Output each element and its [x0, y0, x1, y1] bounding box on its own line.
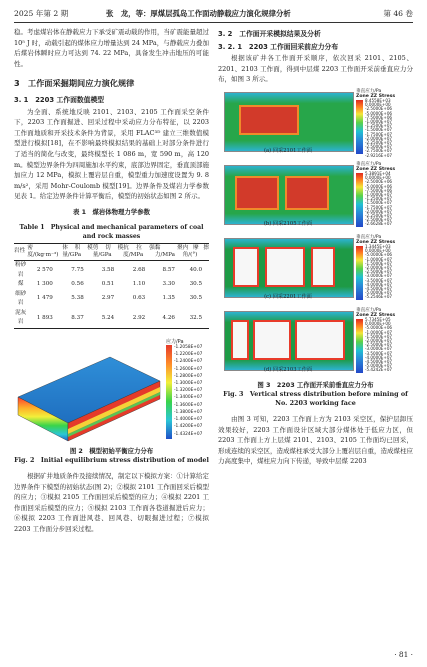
- legend-value: -1.0000E+07: [365, 329, 393, 335]
- legend-value: -2.5000E+07: [365, 269, 393, 275]
- table-row: [14, 290, 209, 309]
- legend-value: -1.2500E+07: [365, 196, 393, 202]
- legend-value: -5.4242E+07: [365, 367, 393, 373]
- legend-value: 5.7345E+05: [365, 316, 391, 322]
- legend-value: -1.3200E+07: [174, 388, 203, 394]
- goaf-region: [239, 105, 299, 135]
- table-row: [14, 280, 209, 290]
- legend-value: -2.0000E+07: [365, 337, 393, 343]
- legend-value: -3.5000E+07: [365, 350, 393, 356]
- table-cell: 5.38: [71, 295, 84, 302]
- table-cell: 8.37: [62, 309, 92, 329]
- goaf-region: [231, 320, 249, 360]
- panel-legend: [356, 162, 416, 228]
- legend-value: -5.0000E+06: [365, 325, 393, 331]
- panel-caption: (c) 回采2201工作面: [264, 293, 312, 300]
- legend-value: 8.4558E+03: [365, 97, 391, 103]
- table-cell: 7.75: [71, 266, 84, 273]
- right-column: [218, 27, 413, 467]
- legend-value: -5.0000E+06: [365, 183, 393, 189]
- goaf-region: [285, 176, 329, 210]
- table-header-row: [14, 243, 209, 260]
- table-cell: 细砂岩: [15, 290, 27, 307]
- legend-value: -5.2546E+07: [365, 294, 393, 300]
- legend-value: -2.7500E+07: [365, 148, 393, 154]
- legend-subtitle: Zone ZZ Stress: [356, 93, 396, 99]
- legend-value: -1.7500E+07: [365, 131, 393, 137]
- table-cell: 1.10: [132, 281, 146, 288]
- analysis-paragraph: 由图 3 可知，2203 工作面上方为 2103 采空区，保护层卸压效果较好，2203 工作面设计区域大部分煤体处于低应力区，但 2203 工作面上方上层煤 2101、2103、2105 工作面均已回采，形成连续的采空区，造成煤柱承受大部分上覆岩层自重，造成煤柱应力高度集中，煤柱应力向下传递，导致中层煤 2203: [218, 414, 413, 466]
- legend-color-bar: [356, 319, 363, 373]
- figure-2: [14, 337, 209, 447]
- legend-title: 垂直应力/Pa: [356, 234, 382, 240]
- legend-color-bar: [356, 173, 363, 227]
- legend-value: -2.2500E+07: [365, 213, 393, 218]
- table-cell: 40.0: [189, 266, 203, 273]
- table-cell: 0.51: [101, 281, 115, 288]
- panel-caption: (b) 回采2105工作面: [263, 220, 313, 227]
- page-number: · 81 ·: [394, 650, 413, 659]
- legend-value: 5.3891E+04: [365, 170, 391, 176]
- legend-value: -2.5000E+07: [365, 217, 393, 223]
- legend-value: -2.9216E+07: [365, 152, 393, 158]
- stress-contour-image: [224, 92, 354, 152]
- legend-value: -2.5000E+07: [365, 144, 393, 150]
- legend-value: -2.2500E+07: [365, 140, 393, 145]
- legend-subtitle: Zone ZZ Stress: [356, 166, 396, 172]
- legend-value: -5.0000E+06: [365, 252, 393, 258]
- legend-value: -4.5000E+07: [365, 286, 393, 291]
- table-row: [14, 260, 209, 280]
- table-cell: 1 893: [27, 309, 62, 329]
- left-column: [14, 27, 209, 535]
- goaf-region: [295, 320, 345, 360]
- figure-2-caption-cn: 图 2 模型初始平衡应力分布: [69, 447, 154, 456]
- figure-3: [218, 89, 413, 377]
- goaf-region: [265, 247, 305, 287]
- table-cell: 1 300: [36, 281, 53, 288]
- simulation-plan-paragraph: 根据矿井地质条件及接续情况，制定以下模拟方案：①计算给定边界条件下模型的初始状态(图 2)；②模拟 2101 工作面回采后模型的应力；③模拟 2105 工作面回采后模型的应力；④模拟 2201 工作面回采后模型的应力；⑤模拟 2103 工作面各巷道掘进后应力；⑥模拟 2203 工作面进风巷、回风巷、切眼掘进过程；⑦模拟 2203 工作面分步回采过程。: [14, 472, 209, 534]
- legend-value: -1.2058E+07: [174, 345, 203, 351]
- legend-value: 0.0000E+00: [365, 248, 391, 254]
- legend-value: -2.5000E+06: [365, 106, 393, 112]
- stress-contour-image: [224, 311, 354, 371]
- legend-value: -5.0000E+07: [365, 290, 393, 296]
- table-cell: 4.26: [155, 309, 183, 329]
- stress-panel: [218, 235, 413, 304]
- model-3d-image: [14, 337, 164, 445]
- authors-title: 张 龙，等：厚煤层孤岛工作面动静载应力演化规律分析: [106, 9, 291, 18]
- legend-value: 0.0000E+00: [365, 321, 391, 327]
- section-3-1-paragraph: 为全面、系统地反映 2101、2103、2105 工作面采空条件下，2203 工作面掘进、回采过程中采动应力分布特征，以 2203 工作面地质和开采技术条件为背景，采用 FLAC³ᴰ 建立三维数值模型进行模拟[18]，在不影响最终模拟结果的基础上对部分条件进行了适当的简化与改变，最终模型长 1 086 m，宽 590 m，高 120 m。模型边界条件为四周施加水平约束，底部边界固定，垂直顶部施加应力 12 MPa，模拟上覆岩层自重，模型重力加速度设置为 9. 8 m/s²，采用 Mohr-Coulomb 模型[19]。边界条件及煤岩力学参数见表 1。给定边界条件计算平衡后，模型的初始状态如图 2 所示。: [14, 107, 209, 201]
- table-1-title-en: Table 1 Physical and mechanical parameters of coal and rock masses: [19, 223, 204, 240]
- figure-2-caption-en: Fig. 2 Initial equilibrium stress distribution of model: [14, 456, 209, 465]
- legend-value: -2.5000E+07: [365, 342, 393, 348]
- table-cell: 0.63: [132, 295, 146, 302]
- legend-value: -2.5000E+06: [365, 179, 393, 185]
- legend-value: -4.5000E+07: [365, 359, 393, 364]
- section-3-1-heading: 3. 1 2203 工作面数值模型: [14, 95, 105, 104]
- panel-caption: (a) 回采2101工作面: [264, 147, 312, 154]
- legend-value: -1.4200E+07: [174, 424, 203, 430]
- table-cell: 1.35: [162, 295, 175, 302]
- legend-value: -1.4000E+07: [174, 417, 203, 423]
- legend-value: -1.2200E+07: [174, 352, 203, 358]
- legend-value: -2.0000E+07: [365, 264, 393, 270]
- legend-value: 0.0000E+00: [365, 102, 391, 108]
- parameters-table: [14, 243, 209, 329]
- legend-subtitle: Zone ZZ Stress: [356, 312, 396, 318]
- table-cell: 5.24: [93, 309, 123, 329]
- table-cell: 2.97: [101, 295, 115, 302]
- table-cell: 3.58: [101, 266, 115, 273]
- panel-caption: (d) 回采2103工作面: [263, 366, 313, 373]
- table-cell: 2 570: [36, 266, 53, 273]
- goaf-region: [253, 320, 291, 360]
- figure-3-caption-cn: 图 3 2203 工作面开采前垂直应力分布: [257, 380, 374, 389]
- goaf-region: [233, 247, 259, 287]
- legend-title: 垂直应力/Pa: [356, 307, 382, 313]
- table-cell: 1 479: [36, 295, 53, 302]
- legend-value: -7.5000E+06: [365, 114, 393, 120]
- panel-legend: [356, 308, 416, 374]
- legend-values: [365, 172, 392, 227]
- table-cell: 2.92: [123, 309, 155, 329]
- legend-value: -7.5000E+06: [365, 187, 393, 193]
- legend-color-bar: [356, 100, 363, 154]
- legend-value: -1.0000E+07: [365, 118, 393, 124]
- legend-value: -2.6628E+07: [365, 221, 393, 227]
- legend-value: -1.3800E+07: [174, 409, 203, 415]
- table-cell: 2.68: [132, 266, 146, 273]
- legend-value: -4.0000E+07: [365, 354, 393, 360]
- legend-value: -1.3400E+07: [174, 395, 203, 401]
- issue-label: 2025 年第 2 期: [14, 9, 69, 18]
- legend-value: -1.2800E+07: [174, 373, 203, 379]
- goaf-region: [311, 247, 335, 287]
- table-header-cell: 内摩擦角/(°): [183, 243, 209, 260]
- table-header-cell: 岩性: [14, 243, 27, 260]
- section-3-2-1-paragraph: 根据该矿井各工作面开采顺序，依次回采 2101、2105、2201、2103 工作面，得到中层煤 2203 工作面开采前垂直应力分布，如图 3 所示。: [218, 54, 413, 84]
- table-cell: 粉砂岩: [15, 261, 27, 278]
- legend-title: 垂直应力/Pa: [356, 88, 382, 94]
- stress-panel: [218, 308, 413, 377]
- table-cell: 32.5: [183, 309, 209, 329]
- table-1-title-cn: 表 1 煤岩体物理力学参数: [73, 207, 150, 216]
- legend-value: -5.0000E+07: [365, 363, 393, 369]
- legend-value: -1.7500E+07: [365, 204, 393, 210]
- stress-panel: [218, 89, 413, 158]
- stress-contour-image: [224, 165, 354, 225]
- running-header: [14, 8, 413, 22]
- legend-value: 0.0000E+00: [365, 175, 391, 181]
- legend-value: -1.3000E+07: [174, 381, 203, 387]
- table-header-cell: 抗拉强度/MPa: [123, 243, 155, 260]
- legend-value: -3.5000E+07: [365, 277, 393, 283]
- section-3-2-1-heading: 3. 2. 1 2203 工作面回采前应力分布: [218, 42, 339, 51]
- legend-value: -2.0000E+07: [365, 135, 393, 141]
- panel-legend: [356, 235, 416, 301]
- legend-value: -1.5000E+07: [365, 260, 393, 266]
- panel-legend: [356, 88, 416, 158]
- stress-contour-image: [224, 238, 354, 298]
- legend-color-bar: [356, 246, 363, 300]
- legend-values: [365, 245, 392, 300]
- legend-color-bar: [166, 345, 172, 439]
- table-cell: 0.56: [71, 281, 84, 288]
- goaf-region: [235, 176, 279, 210]
- legend-value: -1.5000E+07: [365, 333, 393, 339]
- volume-label: 第 46 卷: [383, 9, 413, 18]
- legend-subtitle: Zone ZZ Stress: [356, 239, 396, 245]
- legend-value: -1.5000E+07: [365, 200, 393, 206]
- legend-value: -1.4324E+07: [174, 431, 203, 437]
- figure-2-legend: [166, 337, 212, 445]
- legend-title: 应力/Pa: [166, 339, 184, 346]
- table-header-cell: 密度/(kg·m⁻³): [27, 243, 62, 260]
- legend-values: [365, 318, 392, 373]
- table-row: [14, 309, 209, 329]
- legend-title: 垂直应力/Pa: [356, 161, 382, 167]
- legend-value: -1.3600E+07: [174, 402, 203, 408]
- header-rule: [14, 22, 413, 23]
- table-cell: 8.57: [162, 266, 175, 273]
- legend-value: -1.2400E+07: [174, 359, 203, 365]
- table-cell: 30.5: [189, 295, 203, 302]
- table-cell: 30.5: [189, 281, 203, 288]
- legend-value: -5.0000E+06: [365, 110, 393, 116]
- legend-value: -1.5000E+07: [365, 127, 393, 133]
- legend-values: [174, 344, 202, 438]
- legend-value: 1.3445E+03: [365, 243, 391, 249]
- stress-panel: [218, 162, 413, 231]
- legend-value: -1.0000E+07: [365, 256, 393, 262]
- legend-value: -3.0000E+07: [365, 273, 393, 279]
- table-header-cell: 剪切模量/GPa: [93, 243, 123, 260]
- table-cell: 煤: [17, 281, 24, 288]
- legend-value: -3.0000E+07: [365, 346, 393, 352]
- legend-value: -1.2500E+07: [365, 123, 393, 129]
- figure-3-caption-en: Fig. 3 Vertical stress distribution before mining of No. 2203 working face: [223, 389, 408, 407]
- section-3-2-heading: 3. 2 工作面开采模拟结果及分析: [218, 30, 321, 38]
- legend-values: [365, 99, 392, 158]
- section-3-heading: 3 工作面采掘期间应力演化规律: [14, 78, 135, 89]
- table-cell: 泥灰岩: [14, 309, 27, 329]
- table-header-cell: 黏聚力/MPa: [155, 243, 183, 260]
- legend-value: -1.2600E+07: [174, 366, 203, 372]
- legend-value: -2.0000E+07: [365, 208, 393, 214]
- table-header-cell: 体积模量/GPa: [62, 243, 92, 260]
- legend-value: -1.0000E+07: [365, 191, 393, 197]
- intro-paragraph: 稳。考虑煤岩体在静载应力下承受矿震动载的作用，当矿震能量超过 10⁵ J 时，动载引起的煤体应力增量达到 24 MPa，与静载应力叠加后煤岩体瞬时应力可达到 74. 22 MPa，具备发生冲击地压的可能性。: [14, 28, 209, 68]
- table-cell: 3.30: [162, 281, 175, 288]
- legend-value: -4.0000E+07: [365, 281, 393, 287]
